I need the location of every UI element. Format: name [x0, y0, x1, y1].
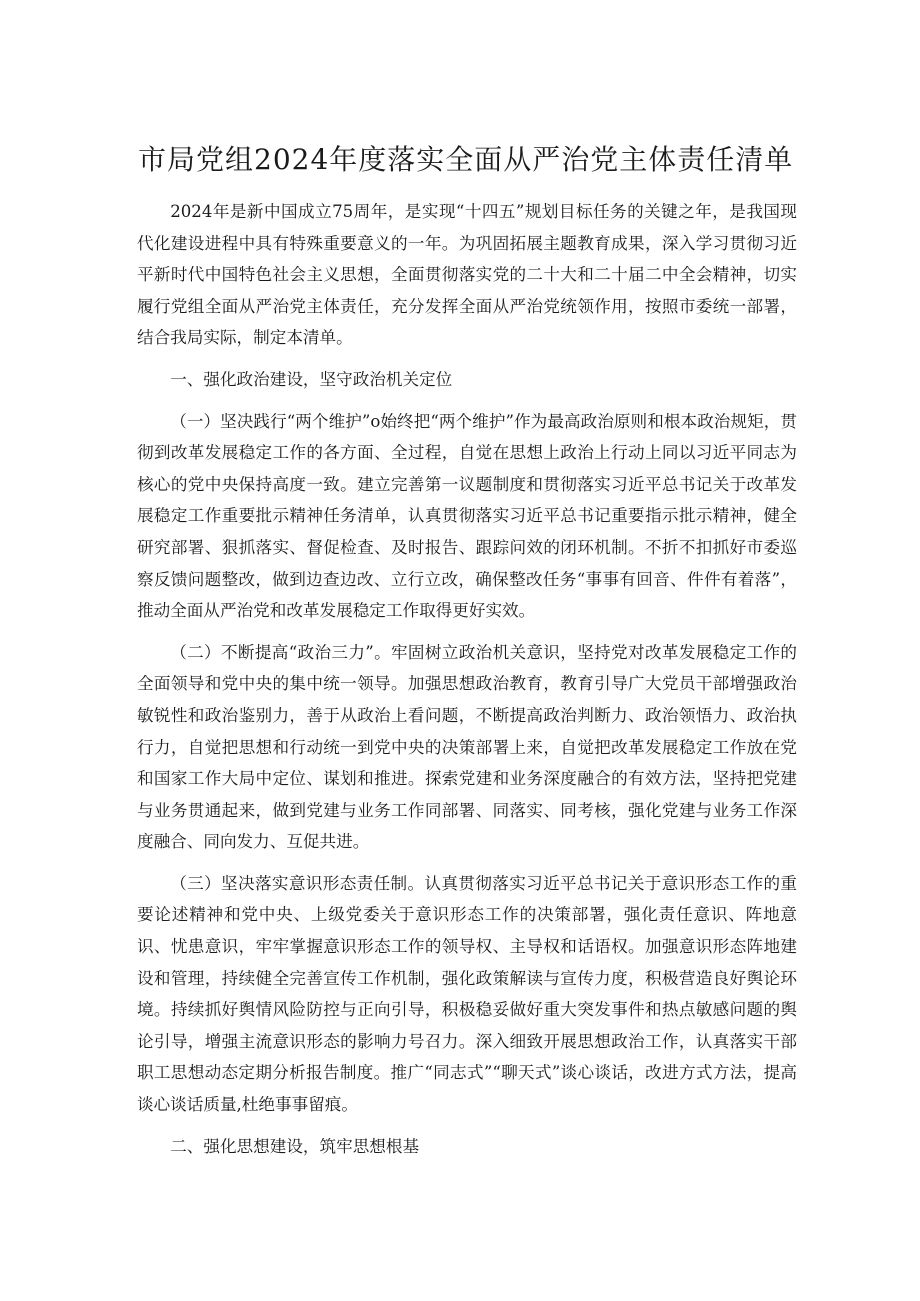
document-body — [137, 196, 797, 1162]
item-1-paragraph: （一）坚决践行“两个维护”o始终把“两个维护”作为最高政治原则和根本政治规矩，贯彻到改革发展稳定工作的各方面、全过程，自觉在思想上政治上行动上同以习近平同志为核心的党中央保持高度一致。建立完善第一议题制度和贯彻落实习近平总书记关于改革发展稳定工作重要批示精神任务清单，认真贯彻落实习近平总书记重要指示批示精神，健全研究部署、狠抓落实、督促检查、及时报告、跟踪问效的闭环机制。不折不扣抓好市委巡察反馈问题整改，做到边查边改、立行立改，确保整改任务“事事有回音、件件有着落”，推动全面从严治党和改革发展稳定工作取得更好实效。 — [137, 411, 797, 621]
intro-paragraph: 2024年是新中国成立75周年，是实现“十四五”规划目标任务的关键之年，是我国现代化建设进程中具有特殊重要意义的一年。为巩固拓展主题教育成果，深入学习贯彻习近平新时代中国特色社会主义思想，全面贯彻落实党的二十大和二十届二中全会精神，切实履行党组全面从严治党主体责任，充分发挥全面从严治党统领作用，按照市委统一部署，结合我局实际，制定本清单。 — [137, 202, 797, 348]
document-title: 市局党组2024年度落实全面从严治党主体责任清单 — [138, 143, 794, 176]
section-2-heading: 二、强化思想建设，筑牢思想根基 — [170, 1136, 420, 1156]
item-2-paragraph: （二）不断提高“政治三力”。牢固树立政治机关意识，坚持党对改革发展稳定工作的全面领导和党中央的集中统一领导。加强思想政治教育，教育引导广大党员干部增强政治敏锐性和政治鉴别力，善于从政治上看问题，不断提高政治判断力、政治领悟力、政治执行力，自觉把思想和行动统一到党中央的决策部署上来，自觉把改革发展稳定工作放在党和国家工作大局中定位、谋划和推进。探索党建和业务深度融合的有效方法，坚持把党建与业务贯通起来，做到党建与业务工作同部署、同落实、同考核，强化党建与业务工作深度融合、同向发力、互促共进。 — [137, 642, 797, 852]
section-1-heading: 一、强化政治建设，坚守政治机关定位 — [170, 369, 453, 389]
item-3-paragraph: （三）坚决落实意识形态责任制。认真贯彻落实习近平总书记关于意识形态工作的重要论述精神和党中央、上级党委关于意识形态工作的决策部署，强化责任意识、阵地意识、忧患意识，牢牢掌握意识形态工作的领导权、主导权和话语权。加强意识形态阵地建设和管理，持续健全完善宣传工作机制，强化政策解读与宣传力度，积极营造良好舆论环境。持续抓好舆情风险防控与正向引导，积极稳妥做好重大突发事件和热点敏感问题的舆论引导，增强主流意识形态的影响力号召力。深入细致开展思想政治工作，认真落实干部职工思想动态定期分析报告制度。推广“同志式”“聊天式”谈心谈话，改进方式方法，提高谈心谈话质量,杜绝事事留痕。 — [137, 873, 797, 1115]
